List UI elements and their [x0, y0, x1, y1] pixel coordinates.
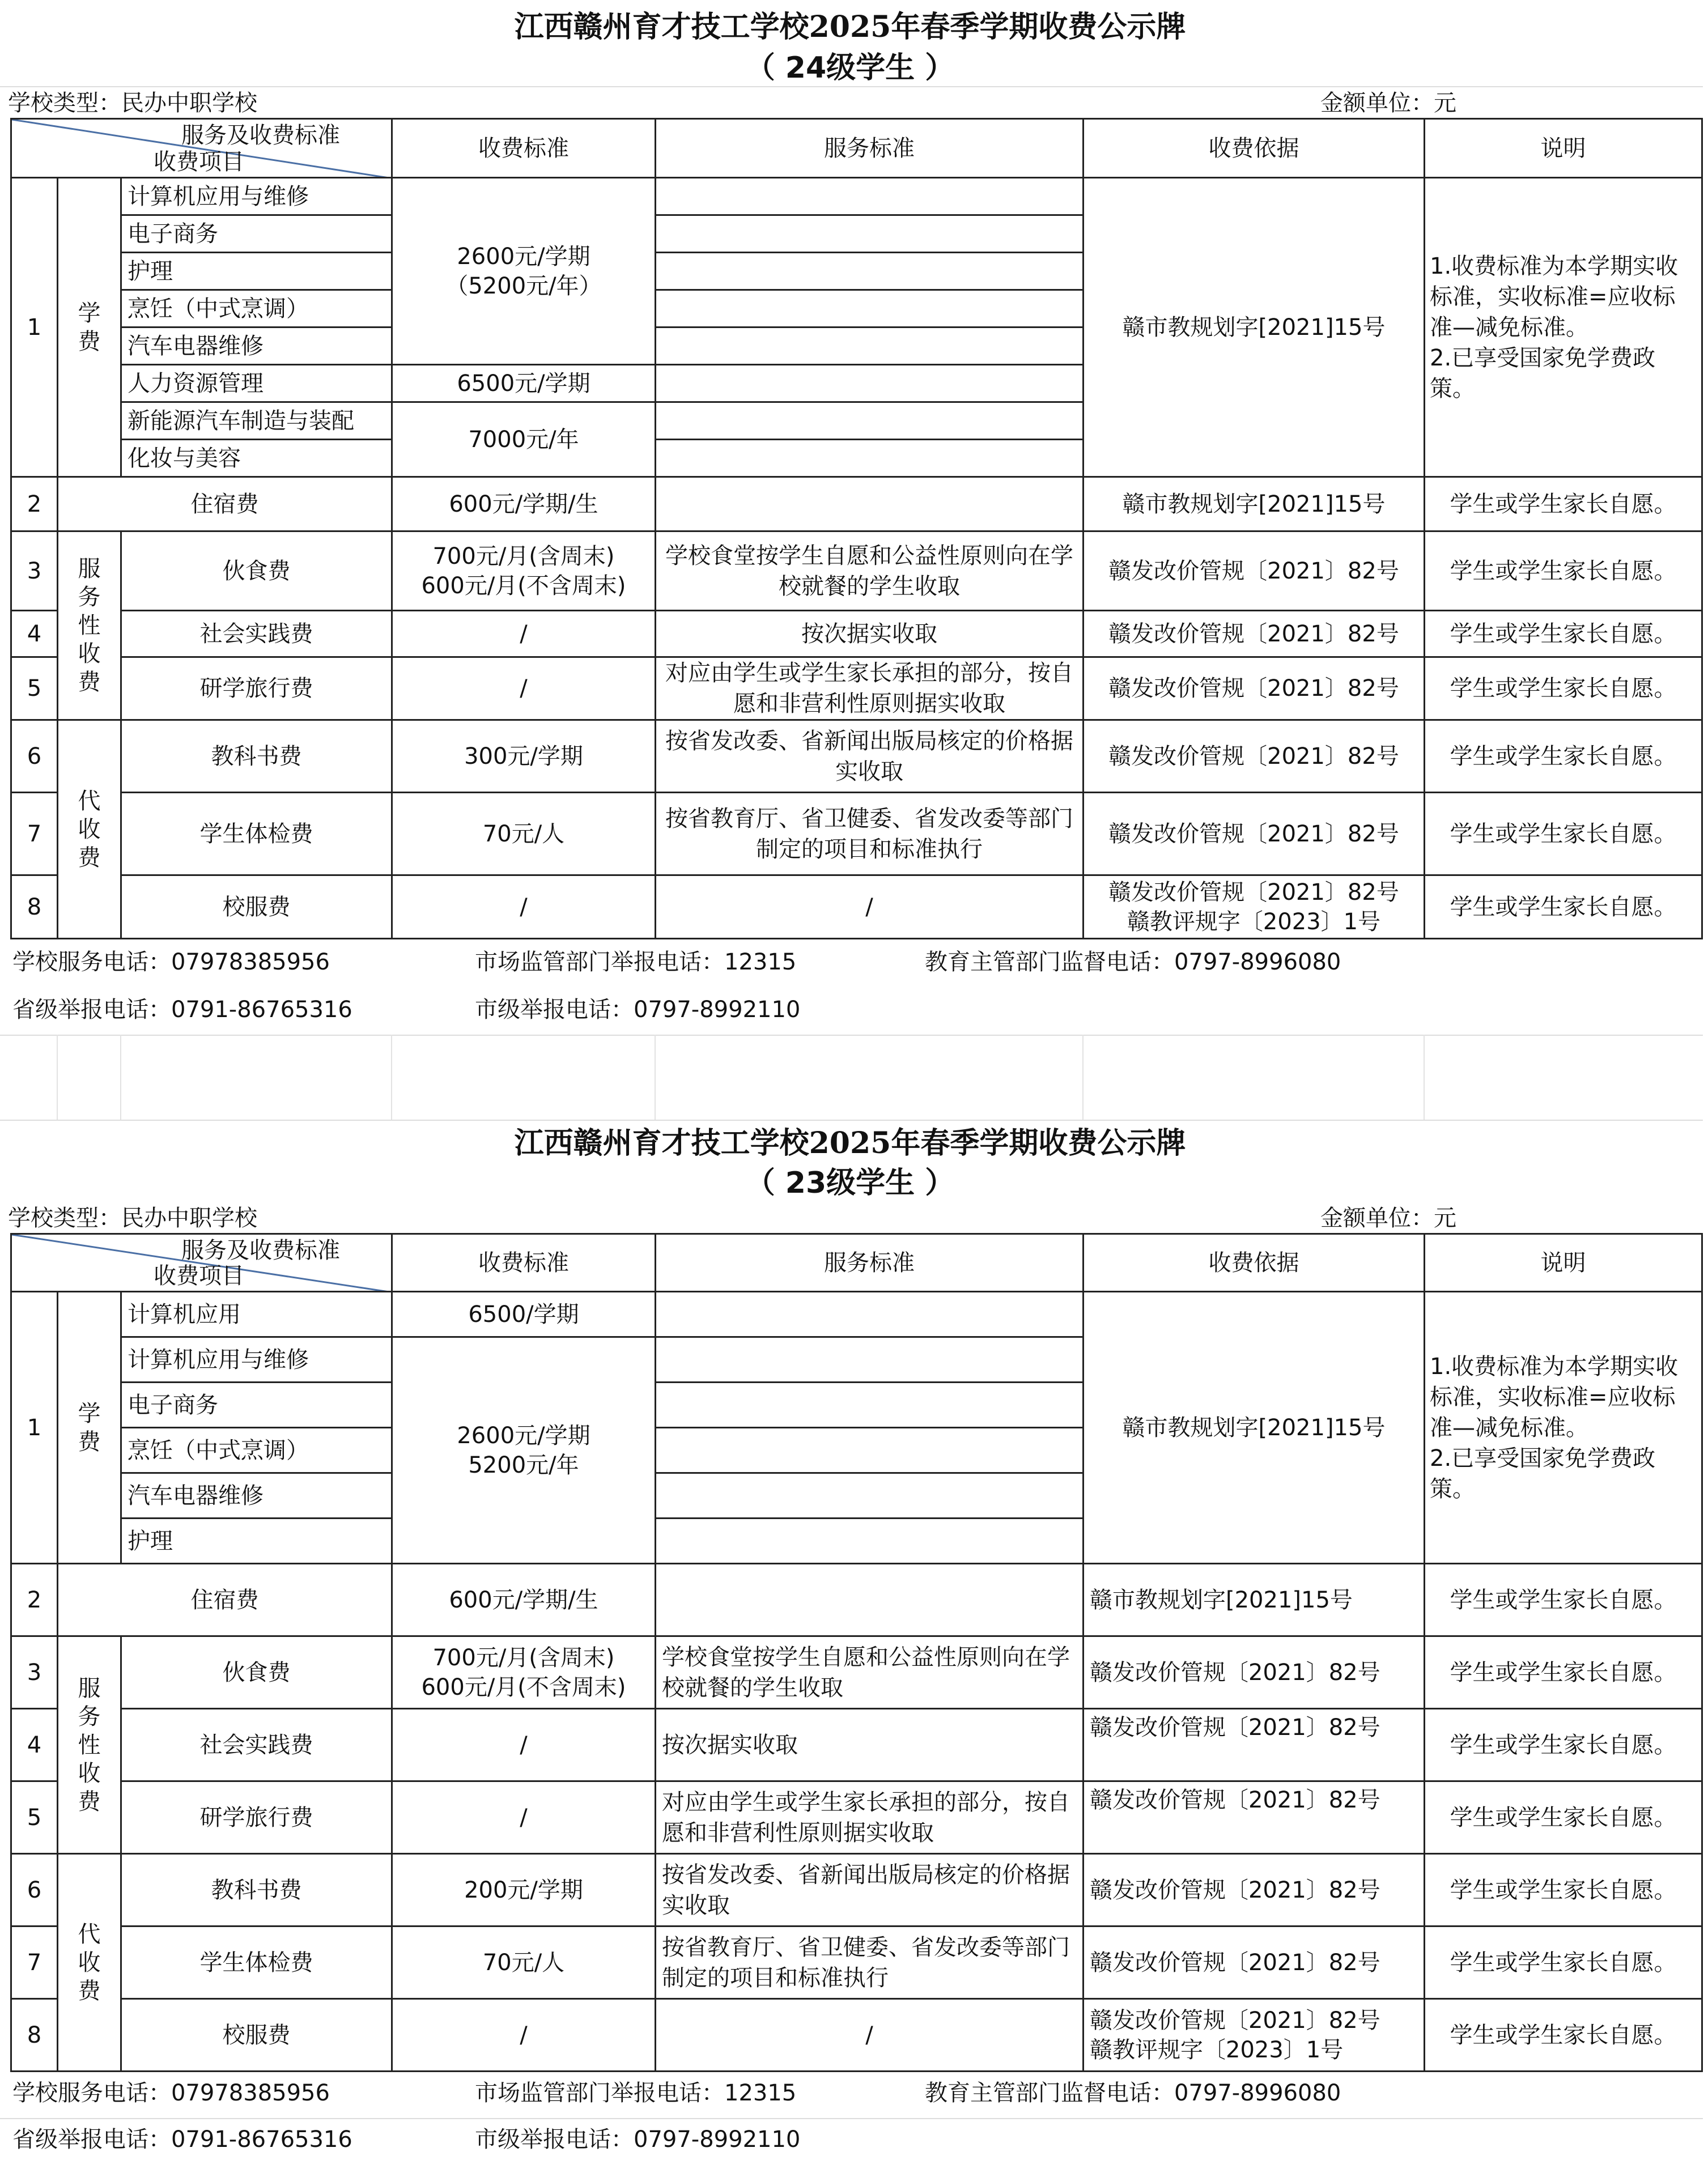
- sheet2-major: 汽车电器维修: [121, 1473, 392, 1519]
- sheet2-row-service: [656, 1564, 1084, 1636]
- sheet1-row-note: 学生或学生家长自愿。: [1425, 875, 1702, 939]
- sheet1-service-empty: [656, 290, 1084, 328]
- sheet2-row-service: 学校食堂按学生自愿和公益性原则向在学校就餐的学生收取: [656, 1636, 1084, 1709]
- sheet1-major: 烹饪（中式烹调）: [121, 290, 392, 328]
- sheet1-row-service: 学校食堂按学生自愿和公益性原则向在学校就餐的学生收取: [656, 531, 1084, 611]
- sheet1-row-basis: 赣发改价管规〔2021〕82号: [1084, 657, 1425, 720]
- sheet2-row-item: 社会实践费: [121, 1709, 392, 1781]
- sheet1-row-no: 2: [11, 477, 58, 531]
- sheet1-row-service: 对应由学生或学生家长承担的部分，按自愿和非营利性原则据实收取: [656, 657, 1084, 720]
- sheet1-row-fee: 300元/学期: [392, 720, 656, 793]
- sheet1-row-item: 教科书费: [121, 720, 392, 793]
- sheet2-row-no: 2: [11, 1564, 58, 1636]
- sheet1-market-phone: 市场监管部门举报电话：12315: [475, 949, 797, 975]
- sheet1-service-empty: [656, 178, 1084, 215]
- sheet1-row-service: /: [656, 875, 1084, 939]
- sheet2-header-basis: 收费依据: [1084, 1234, 1425, 1292]
- sheet1-unit: 金额单位：元: [1320, 90, 1456, 116]
- sheet1-row-note: 学生或学生家长自愿。: [1425, 477, 1702, 531]
- sheet1-header-basis: 收费依据: [1084, 119, 1425, 178]
- sheet2-row-fee: 200元/学期: [392, 1854, 656, 1926]
- sheet1-row-item: 学生体检费: [121, 793, 392, 875]
- sheet2-row-no: 4: [11, 1709, 58, 1781]
- sheet1-row-note: 学生或学生家长自愿。: [1425, 720, 1702, 793]
- sheet1-row-no: 7: [11, 793, 58, 875]
- sheet2-row-note: 学生或学生家长自愿。: [1425, 1564, 1702, 1636]
- sheet2-row-basis: 赣发改价管规〔2021〕82号: [1084, 1636, 1425, 1709]
- sheet1-header-service: 服务标准: [656, 119, 1084, 178]
- sheet1-service-empty: [656, 440, 1084, 477]
- sheet1-fee-table: [10, 118, 1703, 939]
- sheet1-row-item: 社会实践费: [121, 611, 392, 657]
- sheet1-title: 江西赣州育才技工学校2025年春季学期收费公示牌: [514, 10, 1186, 44]
- sheet2-row-basis: 赣发改价管规〔2021〕82号: [1084, 1781, 1425, 1854]
- sheet2-row-service: /: [656, 1999, 1084, 2072]
- sheet2-tuition-label: [58, 1292, 121, 1564]
- sheet1-major: 人力资源管理: [121, 365, 392, 402]
- sheet2-market-phone: 市场监管部门举报电话：12315: [475, 2080, 797, 2106]
- sheet2-header-diag-top: 服务及收费标准: [181, 1237, 340, 1264]
- sheet2-service-empty: [656, 1337, 1084, 1383]
- sheet1-row-service: [656, 477, 1084, 531]
- sheet1-service-empty: [656, 328, 1084, 365]
- sheet2-row-item: 校服费: [121, 1999, 392, 2072]
- sheet2-group-service-text: 服务性收费: [78, 1675, 101, 1815]
- sheet1-row-item: 研学旅行费: [121, 657, 392, 720]
- sheet1-major: 护理: [121, 253, 392, 290]
- sheet1-row-service: 按省发改委、省新闻出版局核定的价格据实收取: [656, 720, 1084, 793]
- sheet2-row-no: 8: [11, 1999, 58, 2072]
- sheet2-row-fee: 700元/月(含周末) 600元/月(不含周末): [392, 1636, 656, 1709]
- sheet2-row-item: 研学旅行费: [121, 1781, 392, 1854]
- sheet1-service-empty: [656, 402, 1084, 440]
- sheet2-row-item: 学生体检费: [121, 1926, 392, 1999]
- sheet2-row-service: 按省教育厅、省卫健委、省发改委等部门制定的项目和标准执行: [656, 1926, 1084, 1999]
- sheet2-service-empty: [656, 1519, 1084, 1564]
- sheet1-school-type: 学校类型：民办中职学校: [8, 90, 257, 116]
- sheet2-row-fee: /: [392, 1709, 656, 1781]
- sheet2-row-fee: /: [392, 1781, 656, 1854]
- sheet2-row-fee: /: [392, 1999, 656, 2072]
- sheet2-row-note: 学生或学生家长自愿。: [1425, 1854, 1702, 1926]
- sheet1-row-no: 8: [11, 875, 58, 939]
- sheet1-row-fee: /: [392, 611, 656, 657]
- sheet1-row-note: 学生或学生家长自愿。: [1425, 793, 1702, 875]
- sheet1-province-phone: 省级举报电话：0791-86765316: [12, 997, 352, 1023]
- sheet1-header-diag-bottom: 收费项目: [154, 149, 244, 175]
- sheet1-service-empty: [656, 253, 1084, 290]
- sheet1-row-item: 住宿费: [58, 477, 392, 531]
- sheet1-tuition-basis: 赣市教规划字[2021]15号: [1084, 178, 1425, 477]
- sheet2-group-service: [58, 1636, 121, 1854]
- sheet2-row-item: 教科书费: [121, 1854, 392, 1926]
- sheet1-row-fee: /: [392, 875, 656, 939]
- sheet1-major: 化妆与美容: [121, 440, 392, 477]
- sheet1-row-no: 6: [11, 720, 58, 793]
- sheet2-tuition-label-text: 学费: [78, 1400, 101, 1455]
- sheet2-row1-no: 1: [11, 1292, 58, 1564]
- sheet2-major: 烹饪（中式烹调）: [121, 1428, 392, 1473]
- sheet1-header-diagonal: [11, 119, 392, 178]
- sheet1-header-diag-top: 服务及收费标准: [181, 122, 340, 148]
- sheet2-row-service: 对应由学生或学生家长承担的部分，按自愿和非营利性原则据实收取: [656, 1781, 1084, 1854]
- sheet2-tuition-fee-b: 2600元/学期 5200元/年: [392, 1337, 656, 1564]
- sheet2-tuition-fee-a: 6500/学期: [392, 1292, 656, 1337]
- sheet1-tuition-label-text: 学费: [78, 300, 101, 355]
- sheet1-city-phone: 市级举报电话：0797-8992110: [475, 997, 801, 1023]
- sheet1-tuition-fee-c: 7000元/年: [392, 402, 656, 477]
- sheet1-row-fee: 70元/人: [392, 793, 656, 875]
- sheet2-major: 计算机应用与维修: [121, 1337, 392, 1383]
- sheet1-row-item: 伙食费: [121, 531, 392, 611]
- sheet2-group-agent-text: 代收费: [78, 1921, 101, 2004]
- sheet2-header-service: 服务标准: [656, 1234, 1084, 1292]
- sheet2-row-item: 住宿费: [58, 1564, 392, 1636]
- sheet1-row-no: 3: [11, 531, 58, 611]
- sheet1-row-fee: 600元/学期/生: [392, 477, 656, 531]
- sheet1-group-service: [58, 531, 121, 720]
- sheet1-school-phone: 学校服务电话：07978385956: [12, 949, 330, 975]
- sheet1-group-agent-text: 代收费: [78, 788, 101, 871]
- sheet2-row-item: 伙食费: [121, 1636, 392, 1709]
- sheet1-row-item: 校服费: [121, 875, 392, 939]
- sheet1-row-basis: 赣发改价管规〔2021〕82号 赣教评规字〔2023〕1号: [1084, 875, 1425, 939]
- sheet1-service-empty: [656, 215, 1084, 253]
- sheet2-title: 江西赣州育才技工学校2025年春季学期收费公示牌: [514, 1126, 1186, 1160]
- sheet2-header-note: 说明: [1425, 1234, 1702, 1292]
- sheet1-row-no: 5: [11, 657, 58, 720]
- sheet2-edu-phone: 教育主管部门监督电话：0797-8996080: [925, 2080, 1341, 2106]
- sheet2-header-diagonal: [11, 1234, 392, 1292]
- sheet1-tuition-note: 1.收费标准为本学期实收标准，实收标准=应收标准—减免标准。 2.已享受国家免学费政策。: [1425, 178, 1702, 477]
- sheet2-row-basis: 赣发改价管规〔2021〕82号: [1084, 1709, 1425, 1781]
- sheet2-major: 护理: [121, 1519, 392, 1564]
- sheet1-tuition-fee-b: 6500元/学期: [392, 365, 656, 402]
- sheet2-major: 电子商务: [121, 1383, 392, 1428]
- sheet1-row-no: 4: [11, 611, 58, 657]
- sheet1-header-standard: 收费标准: [392, 119, 656, 178]
- sheet1-edu-phone: 教育主管部门监督电话：0797-8996080: [925, 949, 1341, 975]
- sheet1-major: 新能源汽车制造与装配: [121, 402, 392, 440]
- sheet1-group-agent: [58, 720, 121, 939]
- sheet2-header-standard: 收费标准: [392, 1234, 656, 1292]
- sheet2-province-phone: 省级举报电话：0791-86765316: [12, 2127, 352, 2153]
- sheet1-group-service-text: 服务性收费: [78, 556, 101, 695]
- sheet2-city-phone: 市级举报电话：0797-8992110: [475, 2127, 801, 2153]
- sheet1-row-basis: 赣市教规划字[2021]15号: [1084, 477, 1425, 531]
- sheet1-row-basis: 赣发改价管规〔2021〕82号: [1084, 720, 1425, 793]
- sheet2-group-agent: [58, 1854, 121, 2072]
- sheet2-row-note: 学生或学生家长自愿。: [1425, 1926, 1702, 1999]
- sheet2-tuition-note: 1.收费标准为本学期实收标准，实收标准=应收标准—减免标准。 2.已享受国家免学费政策。: [1425, 1292, 1702, 1564]
- sheet2-subtitle: （ 23级学生 ）: [745, 1166, 955, 1200]
- sheet2-row-basis: 赣发改价管规〔2021〕82号: [1084, 1854, 1425, 1926]
- sheet2-row-basis: 赣发改价管规〔2021〕82号: [1084, 1926, 1425, 1999]
- sheet1-header-note: 说明: [1425, 119, 1702, 178]
- sheet1-tuition-fee-a: 2600元/学期 （5200元/年）: [392, 178, 656, 365]
- sheet1-row-service: 按次据实收取: [656, 611, 1084, 657]
- sheet2-row-basis: 赣发改价管规〔2021〕82号 赣教评规字〔2023〕1号: [1084, 1999, 1425, 2072]
- sheet2-row-service: 按次据实收取: [656, 1709, 1084, 1781]
- sheet2-row-note: 学生或学生家长自愿。: [1425, 1999, 1702, 2072]
- sheet2-service-empty: [656, 1473, 1084, 1519]
- sheet2-service-empty: [656, 1383, 1084, 1428]
- sheet2-unit: 金额单位：元: [1320, 1205, 1456, 1231]
- sheet2-service-empty: [656, 1428, 1084, 1473]
- sheet2-fee-table: [10, 1233, 1703, 2072]
- sheet1-row-fee: /: [392, 657, 656, 720]
- sheet2-row-fee: 70元/人: [392, 1926, 656, 1999]
- sheet1-row-note: 学生或学生家长自愿。: [1425, 611, 1702, 657]
- sheet1-row-fee: 700元/月(含周末) 600元/月(不含周末): [392, 531, 656, 611]
- sheet1-row-note: 学生或学生家长自愿。: [1425, 657, 1702, 720]
- sheet2-row-note: 学生或学生家长自愿。: [1425, 1781, 1702, 1854]
- sheet1-major: 计算机应用与维修: [121, 178, 392, 215]
- sheet2-row-no: 7: [11, 1926, 58, 1999]
- sheet1-major: 电子商务: [121, 215, 392, 253]
- sheet1-major: 汽车电器维修: [121, 328, 392, 365]
- sheet2-row-note: 学生或学生家长自愿。: [1425, 1636, 1702, 1709]
- sheet2-tuition-basis: 赣市教规划字[2021]15号: [1084, 1292, 1425, 1564]
- sheet2-header-diag-bottom: 收费项目: [154, 1263, 244, 1289]
- sheet1-row1-no: 1: [11, 178, 58, 477]
- sheet2-row-basis: 赣市教规划字[2021]15号: [1084, 1564, 1425, 1636]
- sheet1-row-basis: 赣发改价管规〔2021〕82号: [1084, 531, 1425, 611]
- sheet2-school-type: 学校类型：民办中职学校: [8, 1205, 257, 1231]
- sheet1-row-service: 按省教育厅、省卫健委、省发改委等部门制定的项目和标准执行: [656, 793, 1084, 875]
- sheet2-service-empty: [656, 1292, 1084, 1337]
- sheet2-row-service: 按省发改委、省新闻出版局核定的价格据实收取: [656, 1854, 1084, 1926]
- sheet1-subtitle: （ 24级学生 ）: [745, 51, 955, 85]
- sheet2-major: 计算机应用: [121, 1292, 392, 1337]
- sheet2-row-no: 6: [11, 1854, 58, 1926]
- sheet2-row-no: 3: [11, 1636, 58, 1709]
- sheet1-row-basis: 赣发改价管规〔2021〕82号: [1084, 793, 1425, 875]
- sheet1-row-note: 学生或学生家长自愿。: [1425, 531, 1702, 611]
- sheet2-row-note: 学生或学生家长自愿。: [1425, 1709, 1702, 1781]
- sheet2-row-no: 5: [11, 1781, 58, 1854]
- sheet2-school-phone: 学校服务电话：07978385956: [12, 2080, 330, 2106]
- sheet1-tuition-label: [58, 178, 121, 477]
- sheet1-row-basis: 赣发改价管规〔2021〕82号: [1084, 611, 1425, 657]
- sheet1-service-empty: [656, 365, 1084, 402]
- sheet2-row-fee: 600元/学期/生: [392, 1564, 656, 1636]
